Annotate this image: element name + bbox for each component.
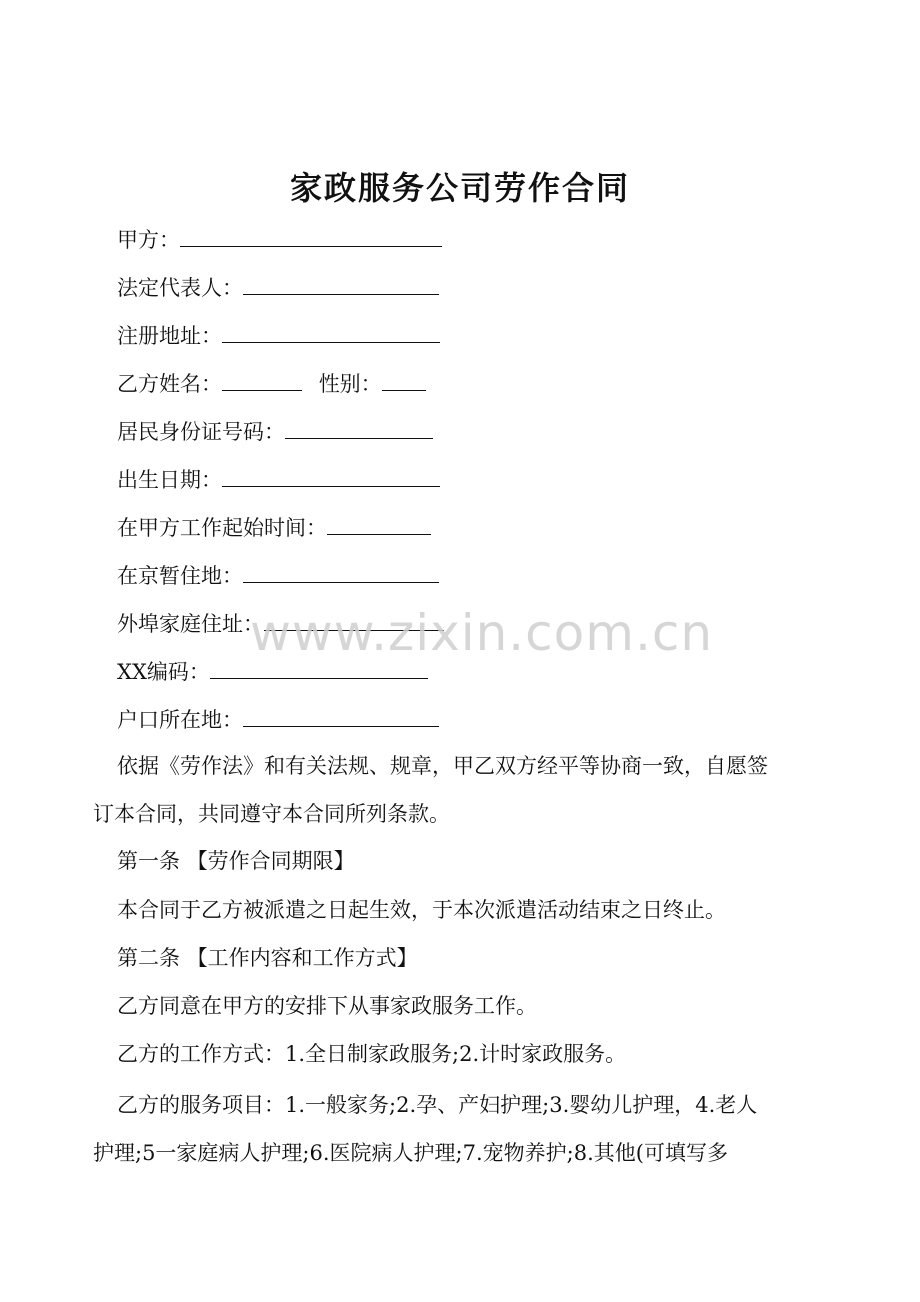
field-label: 居民身份证号码： (117, 420, 285, 444)
field-reg-address (117, 318, 440, 351)
paragraph-line: 护理;5一家庭病人护理;6.医院病人护理;7.宠物养护;8.其他(可填写多 (93, 1141, 728, 1165)
article-1-text: 本合同于乙方被派遣之日起生效，于本次派遣活动结束之日终止。 (117, 898, 726, 922)
field-party-b-name (117, 366, 426, 399)
field-label: 出生日期： (117, 468, 222, 492)
field-label: 注册地址： (117, 324, 222, 348)
blank-line (243, 702, 439, 727)
field-label: 在甲方工作起始时间： (117, 516, 327, 540)
field-legal-rep (117, 270, 439, 303)
blank-line (243, 558, 439, 583)
field-label: 法定代表人： (117, 276, 243, 300)
field-label: 甲方： (117, 228, 180, 252)
field-label: XX编码： (117, 660, 210, 684)
article-2-heading: 第二条 【工作内容和工作方式】 (117, 946, 418, 970)
field-label: 户口所在地： (117, 708, 243, 732)
field-birth-date (117, 462, 440, 495)
paragraph-line: 订本合同，共同遵守本合同所列条款。 (93, 802, 450, 826)
article-2-text: 乙方同意在甲方的安排下从事家政服务工作。 (117, 994, 537, 1018)
blank-line (285, 414, 433, 439)
paragraph-line: 依据《劳作法》和有关法规、规章，甲乙双方经平等协商一致，自愿签 (117, 754, 768, 778)
paragraph-line: 乙方的服务项目：1.一般家务;2.孕、产妇护理;3.婴幼儿护理，4.老人 (117, 1093, 758, 1117)
blank-line (222, 366, 302, 391)
field-beijing-address (117, 558, 439, 591)
field-household (117, 702, 439, 735)
field-id-number (117, 414, 433, 447)
field-label: 在京暂住地： (117, 564, 243, 588)
blank-line (243, 270, 439, 295)
blank-line (222, 462, 440, 487)
blank-line (382, 366, 426, 391)
watermark: www.zixin.com.cn (250, 604, 714, 662)
article-1-heading: 第一条 【劳作合同期限】 (117, 849, 355, 873)
blank-line (327, 510, 431, 535)
intro-paragraph (93, 742, 833, 838)
field-label: 性别： (318, 372, 382, 396)
field-label: 外埠家庭住址： (117, 612, 264, 636)
field-party-a (117, 222, 442, 255)
document-title: 家政服务公司劳作合同 (289, 169, 630, 207)
blank-line (222, 318, 440, 343)
work-mode-text: 乙方的工作方式：1.全日制家政服务;2.计时家政服务。 (117, 1042, 627, 1066)
field-start-time (117, 510, 431, 543)
service-items-paragraph (93, 1081, 833, 1177)
blank-line (180, 222, 442, 247)
field-label: 乙方姓名： (117, 372, 222, 396)
